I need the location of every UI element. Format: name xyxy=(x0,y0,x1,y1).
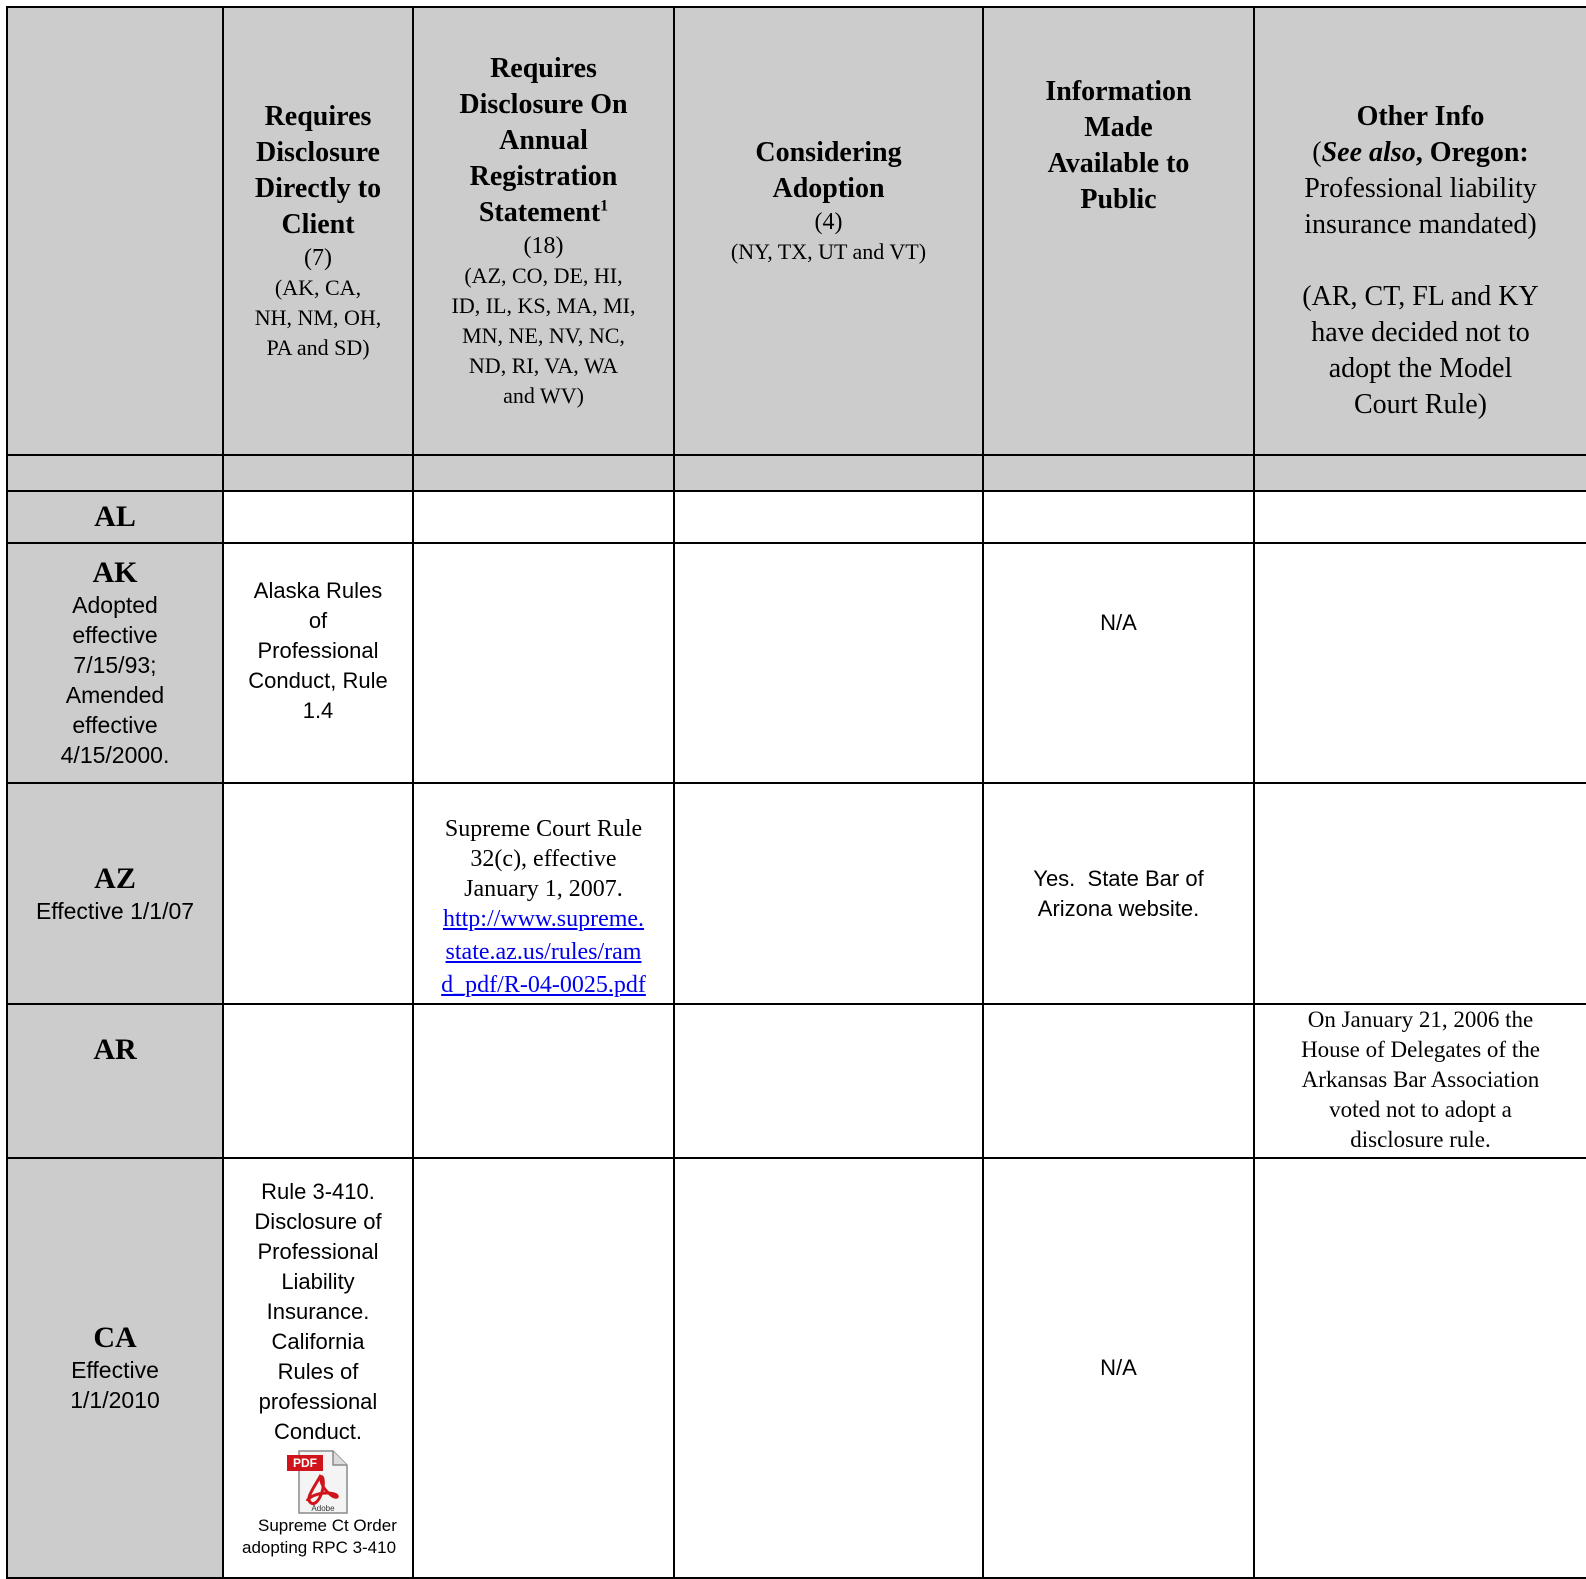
table-row-ca xyxy=(7,1158,1586,1578)
header-client-disclosure xyxy=(223,7,413,455)
ak-client-cell: Alaska Rules of Professional Conduct, Rule 1.4 xyxy=(223,543,413,783)
header-public-info xyxy=(983,7,1254,455)
state-cell-ar: AR xyxy=(7,1004,223,1158)
header-other-title: Other Info xyxy=(1356,101,1485,132)
header-other-info xyxy=(1254,7,1586,455)
table-row-az xyxy=(7,783,1586,1004)
spacer-row xyxy=(7,455,1586,491)
state-cell-ca: CA Effective 1/1/2010 xyxy=(7,1158,223,1578)
disclosure-table xyxy=(6,6,1586,1579)
svg-text:Adobe: Adobe xyxy=(311,1504,335,1513)
ca-client-cell: Rule 3-410. Disclosure of Professional Liability Insurance. California Rules of professional Conduct. PDF Adobe Supreme Ct Order adopting RPC 3-410 xyxy=(223,1158,413,1578)
header-state-cell xyxy=(7,7,223,455)
state-cell-al: AL xyxy=(7,491,223,543)
az-registration-cell: Supreme Court Rule 32(c), effective January 1, 2007. http://www.supreme. state.az.us/rules/ram d_pdf/R-04-0025.pdf xyxy=(413,783,674,1004)
svg-text:PDF: PDF xyxy=(293,1456,317,1470)
state-cell-az: AZ Effective 1/1/07 xyxy=(7,783,223,1004)
header-considering-title: Considering Adoption xyxy=(755,137,902,204)
pdf-attachment-caption: Supreme Ct Order adopting RPC 3-410 xyxy=(242,1516,397,1557)
header-other-decided: (AR, CT, FL and KY have decided not to adopt the Model Court Rule) xyxy=(1302,281,1539,420)
ar-other-cell: On January 21, 2006 the House of Delegates of the Arkansas Bar Association voted not to adopt a disclosure rule. xyxy=(1254,1004,1586,1158)
ak-public-cell: N/A xyxy=(983,543,1254,783)
pdf-file-icon xyxy=(283,1449,353,1515)
header-client-title: Requires Disclosure Directly to Client xyxy=(254,101,382,240)
header-public-title: Information Made Available to Public xyxy=(1045,76,1192,215)
header-client-count: (7) xyxy=(304,245,332,271)
header-registration-title: Requires Disclosure On Annual Registration Statement$^1$ xyxy=(459,53,628,228)
table-row-al xyxy=(7,491,1586,543)
footnote-marker[interactable]: 1 xyxy=(600,197,609,215)
header-registration-states: (AZ, CO, DE, HI, ID, IL, KS, MA, MI, MN, NE, NV, NC, ND, RI, VA, WA and WV) xyxy=(451,263,636,408)
header-client-states: (AK, CA, NH, NM, OH, PA and SD) xyxy=(254,275,382,360)
table-row-ak xyxy=(7,543,1586,783)
header-other-see-also: (See also, Oregon: xyxy=(1312,137,1529,168)
header-registration-count: (18) xyxy=(523,233,564,259)
pdf-attachment[interactable] xyxy=(228,1449,408,1559)
header-other-liability: Professional liability insurance mandated) xyxy=(1304,173,1537,240)
ca-public-cell: N/A xyxy=(983,1158,1254,1578)
disclosure-rules-document xyxy=(6,6,1586,1579)
header-registration-disclosure xyxy=(413,7,674,455)
table-header-row xyxy=(7,7,1586,455)
state-cell-ak: AK Adopted effective 7/15/93; Amended effective 4/15/2000. xyxy=(7,543,223,783)
header-considering-adoption xyxy=(674,7,983,455)
az-public-cell: Yes. State Bar of Arizona website. xyxy=(983,783,1254,1004)
az-rule-link[interactable]: http://www.supreme. state.az.us/rules/ram d_pdf/R-04-0025.pdf xyxy=(441,906,646,998)
table-row-ar xyxy=(7,1004,1586,1158)
header-considering-states: (NY, TX, UT and VT) xyxy=(730,239,927,264)
header-considering-count: (4) xyxy=(814,209,843,235)
